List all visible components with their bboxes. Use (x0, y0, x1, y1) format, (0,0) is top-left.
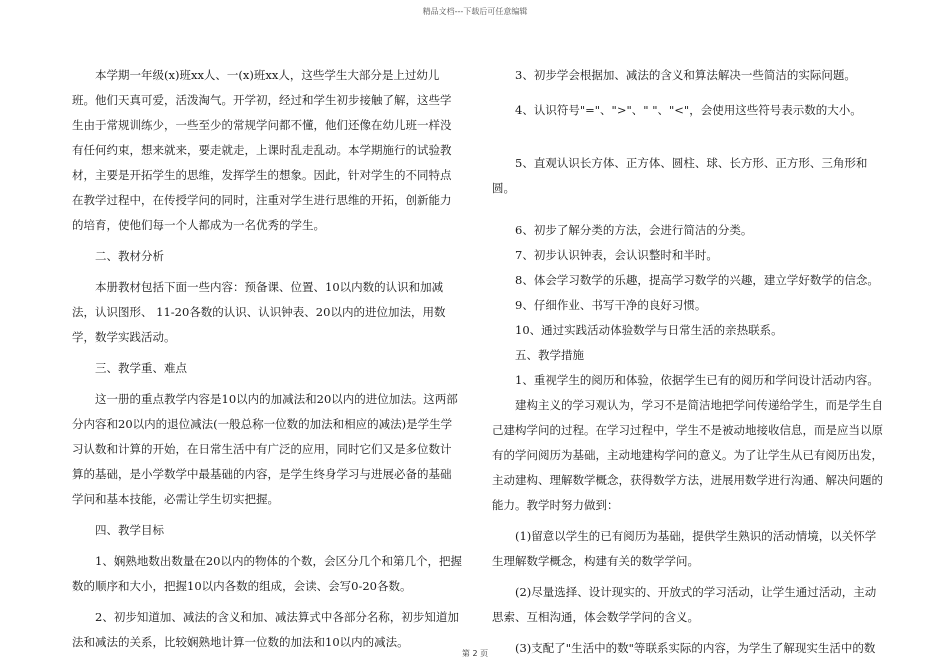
measure-item-1-paragraph: 建构主义的学习观认为，学习不是简洁地把学问传递给学生，而是学生自己建构学问的过程。在学习过程中，学生不是被动地接收信息，而是应当以原有的学问阅历为基础，主动地建构学问的意义。为了让学生从已有阅历出发，主动建构、理解数学概念，获得数学方法，进展用数学进行沟通、解决问题的能力。教学时努力做到： (492, 398, 883, 512)
heading-textbook-analysis: 二、教材分析 (95, 249, 164, 263)
page-number: 第 2 页 (461, 649, 489, 658)
goal-item-2: 2、初步知道加、减法的含义和加、减法算式中各部分名称，初步知道加法和减法的关系，比较娴熟地计算一位数的加法和10以内的减法。 (72, 610, 459, 649)
measure-sub-2: (2)尽量选择、设计现实的、开放式的学习活动，让学生通过活动，主动思索、互相沟通，体会数学学问的含义。 (492, 585, 877, 624)
goal-item-6: 6、初步了解分类的方法，会进行简洁的分类。 (515, 223, 753, 237)
goal-item-3: 3、初步学会根据加、减法的含义和算法解决一些简洁的实际问题。 (515, 68, 856, 82)
left-column (72, 63, 462, 655)
textbook-analysis-paragraph: 本册教材包括下面一些内容：预备课、位置、10以内数的认识和加减法，认识图形、 11-20各数的认识、认识钟表、20以内的进位加法，用数学，数学实践活动。 (72, 280, 446, 344)
measure-item-1: 1、重视学生的阅历和体验，依据学生已有的阅历和学问设计活动内容。 (515, 373, 879, 387)
heading-key-points: 三、教学重、难点 (95, 361, 187, 375)
heading-teaching-goals: 四、教学目标 (95, 523, 164, 537)
measure-sub-3: (3)支配了"生活中的数"等联系实际的内容，为学生了解现实生活中的数 (515, 641, 876, 655)
goal-item-9: 9、仔细作业、书写干净的良好习惯。 (515, 298, 707, 312)
heading-teaching-measures: 五、教学措施 (515, 348, 584, 362)
goal-item-4: 4、认识符号"="、">"、" "、"<"，会使用这些符号表示数的大小。 (515, 103, 862, 117)
right-column (492, 63, 887, 661)
goal-item-1: 1、娴熟地数出数量在20以内的物体的个数，会区分几个和第几个，把握数的顺序和大小，把握10以内各数的组成，会读、会写0-20各数。 (72, 554, 462, 593)
goal-item-5: 5、直观认识长方体、正方体、圆柱、球、长方形、正方形、三角形和圆。 (492, 156, 868, 195)
page-header: 精品文档---下载后可任意编辑 (422, 7, 528, 16)
goal-item-8: 8、体会学习数学的乐趣，提高学习数学的兴趣，建立学好数学的信念。 (515, 273, 879, 287)
intro-paragraph: 本学期一年级(x)班xx人、一(x)班xx人，这些学生大部分是上过幼儿班。他们天真可爱，活泼淘气。开学初，经过和学生初步接触了解，这些学生由于常规训练少，一些至少的常规学问都不懂，他们还像在幼儿班一样没有任何约束，想来就来，要走就走，上课时乱走乱动。本学期施行的试验教材，主要是开拓学生的思维，发挥学生的想象。因此，针对学生的不同特点在教学过程中，在传授学问的同时，注重对学生进行思维的开拓，创新能力的培育，使他们每一个人都成为一名优秀的学生。 (72, 68, 452, 232)
goal-item-7: 7、初步认识钟表，会认识整时和半时。 (515, 248, 718, 262)
goal-item-10: 10、通过实践活动体验数学与日常生活的亲热联系。 (515, 323, 783, 337)
key-points-paragraph: 这一册的重点教学内容是10以内的加减法和20以内的进位加法。这两部分内容和20以内的退位减法(一般总称一位数的加法和相应的减法)是学生学习认数和计算的开始，在日常生活中有广泛的应用，同时它们又是多位数计算的基础，是小学数学中最基础的内容，是学生终身学习与进展必备的基础学问和基本技能，必需让学生切实把握。 (72, 392, 458, 506)
measure-sub-1: (1)留意以学生的已有阅历为基础，提供学生熟识的活动情境，以关怀学生理解数学概念，构建有关的数学学问。 (492, 529, 877, 568)
